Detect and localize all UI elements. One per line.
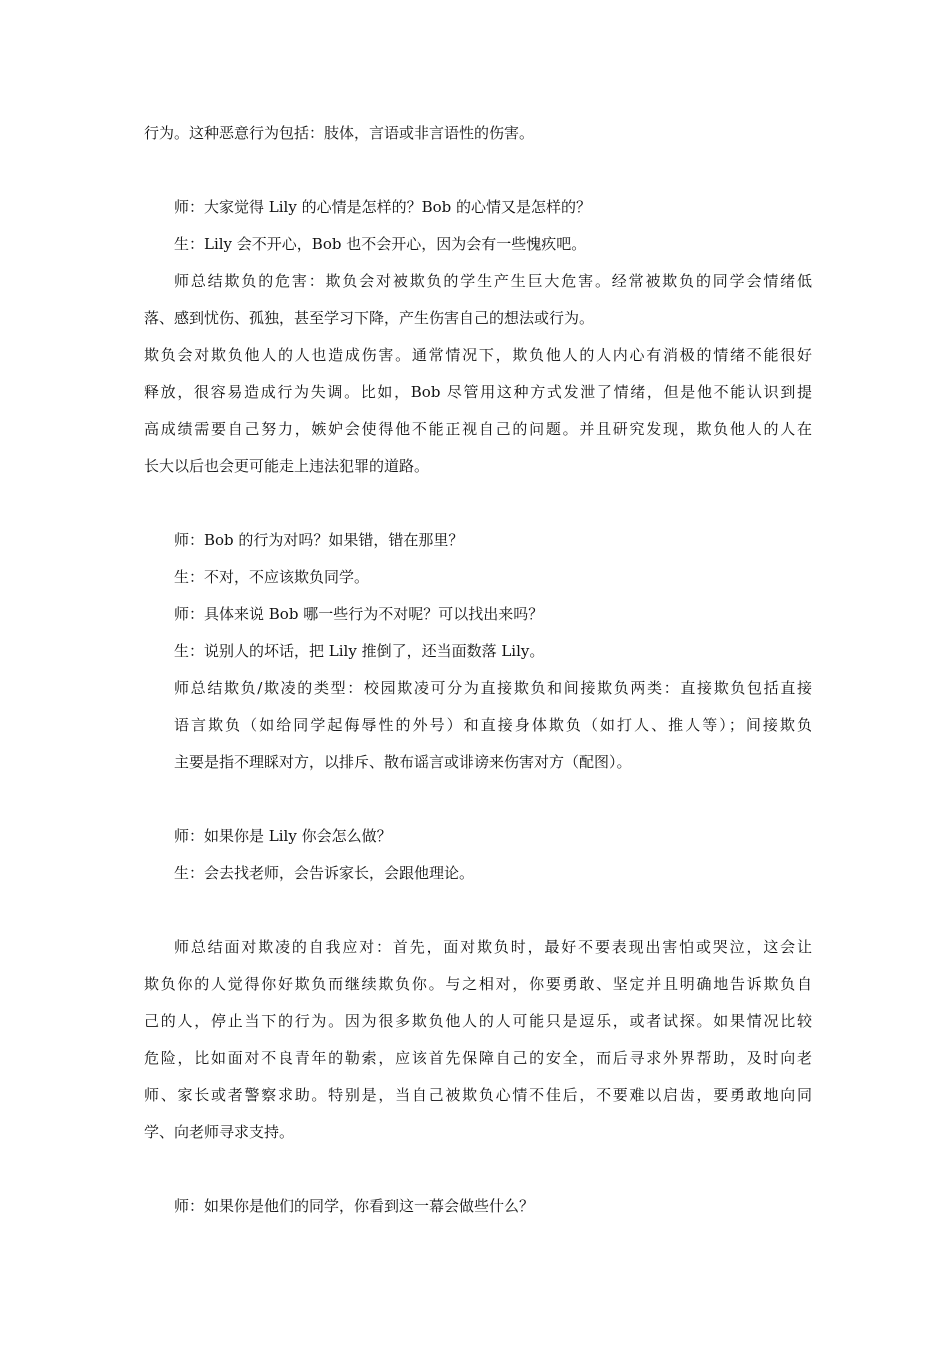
paragraph-line: 己的人，停止当下的行为。因为很多欺负他人的人可能只是逗乐，或者试探。如果情况比较	[144, 1012, 812, 1030]
paragraph-line: 师总结欺负的危害：欺负会对被欺负的学生产生巨大危害。经常被欺负的同学会情绪低	[174, 272, 812, 290]
paragraph-gap	[144, 1156, 812, 1193]
paragraph-line: 欺负你的人觉得你好欺负而继续欺负你。与之相对，你要勇敢、坚定并且明确地告诉欺负自	[144, 975, 812, 993]
dialogue-line: 生：会去找老师，会告诉家长，会跟他理论。	[174, 864, 475, 882]
paragraph-line: 行为。这种恶意行为包括：肢体，言语或非言语性的伤害。	[144, 124, 535, 142]
dialogue-line: 生：说别人的坏话，把 Lily 推倒了，还当面数落 Lily。	[174, 642, 545, 660]
paragraph-gap	[144, 157, 812, 194]
dialogue-line: 师：Bob 的行为对吗？如果错，错在那里？	[174, 531, 464, 549]
dialogue-line: 生：不对，不应该欺负同学。	[174, 568, 370, 586]
paragraph-gap	[144, 490, 812, 527]
paragraph-line: 释放，很容易造成行为失调。比如，Bob 尽管用这种方式发泄了情绪，但是他不能认识到提	[144, 383, 812, 401]
paragraph-gap	[144, 897, 812, 934]
paragraph-line: 语言欺负（如给同学起侮辱性的外号）和直接身体欺负（如打人、推人等）；间接欺负	[174, 716, 812, 734]
paragraph-line: 主要是指不理睬对方，以排斥、散布谣言或诽谤来伤害对方（配图）。	[174, 753, 632, 771]
paragraph-line: 师总结面对欺凌的自我应对：首先，面对欺负时，最好不要表现出害怕或哭泣，这会让	[174, 938, 812, 956]
dialogue-line: 师：如果你是他们的同学，你看到这一幕会做些什么？	[174, 1197, 535, 1215]
paragraph-gap	[144, 786, 812, 823]
paragraph-line: 师、家长或者警察求助。特别是，当自己被欺负心情不佳后，不要难以启齿，要勇敢地向同	[144, 1086, 812, 1104]
paragraph-line: 落、感到忧伤、孤独，甚至学习下降，产生伤害自己的想法或行为。	[144, 309, 595, 327]
paragraph-line: 高成绩需要自己努力，嫉妒会使得他不能正视自己的问题。并且研究发现，欺负他人的人在	[144, 420, 812, 438]
paragraph-line: 长大以后也会更可能走上违法犯罪的道路。	[144, 457, 430, 475]
paragraph-line: 危险，比如面对不良青年的勒索，应该首先保障自己的安全，而后寻求外界帮助，及时向老	[144, 1049, 812, 1067]
paragraph-line: 学、向老师寻求支持。	[144, 1123, 295, 1141]
paragraph-line: 师总结欺负/欺凌的类型：校园欺凌可分为直接欺负和间接欺负两类：直接欺负包括直接	[174, 679, 812, 697]
dialogue-line: 师：大家觉得 Lily 的心情是怎样的？Bob 的心情又是怎样的？	[174, 198, 591, 216]
paragraph-line: 欺负会对欺负他人的人也造成伤害。通常情况下，欺负他人的人内心有消极的情绪不能很好	[144, 346, 812, 364]
dialogue-line: 生：Lily 会不开心，Bob 也不会开心，因为会有一些愧疚吧。	[174, 235, 587, 253]
dialogue-line: 师：具体来说 Bob 哪一些行为不对呢？可以找出来吗？	[174, 605, 544, 623]
dialogue-line: 师：如果你是 Lily 你会怎么做？	[174, 827, 392, 845]
document-body	[144, 120, 812, 1230]
